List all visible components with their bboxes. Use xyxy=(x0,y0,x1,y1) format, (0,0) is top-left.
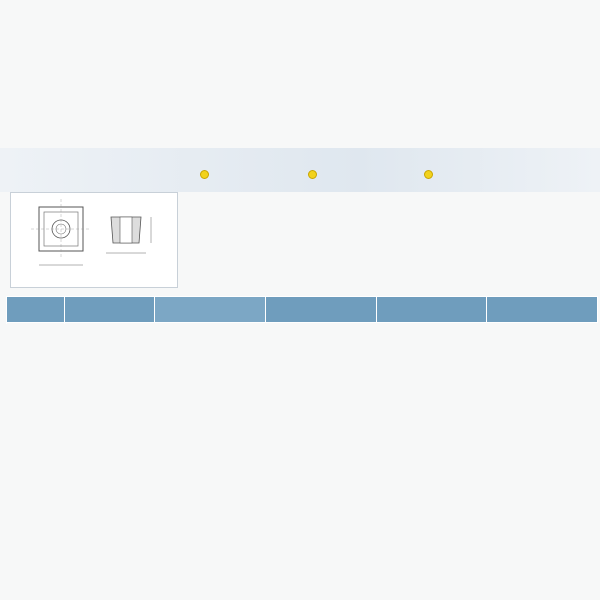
gear-dot-icon xyxy=(424,170,433,179)
product-table xyxy=(6,296,598,323)
legend-continuous xyxy=(200,170,212,179)
legend-footnote xyxy=(574,507,590,515)
dimension-header xyxy=(155,297,266,323)
insert-drawing xyxy=(10,192,178,288)
type-header xyxy=(65,297,155,323)
cermet-header xyxy=(487,297,598,323)
legend-interruption xyxy=(424,170,436,179)
shape-header xyxy=(7,297,65,323)
material-applicability-table xyxy=(180,192,590,288)
technical-drawing-icon xyxy=(11,193,177,287)
partial-dot-icon xyxy=(308,170,317,179)
full-dot-icon xyxy=(200,170,209,179)
legend-light xyxy=(308,170,320,179)
section-header xyxy=(0,148,600,192)
coated-header xyxy=(265,297,376,323)
uncoated-header xyxy=(376,297,487,323)
